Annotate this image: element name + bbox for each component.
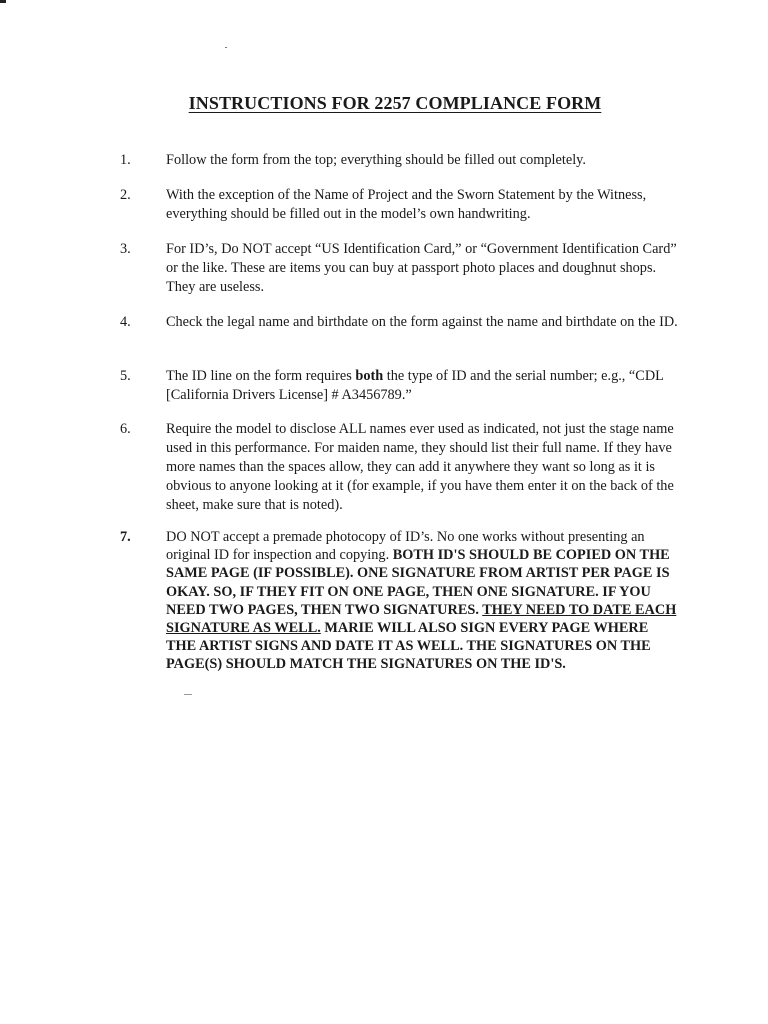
item-number: 6.: [120, 421, 131, 437]
item-number: 3.: [120, 241, 131, 257]
item-number: 4.: [120, 314, 131, 330]
item-text-underlined: THEY NEED TO DATE EACH SIGNATURE AS WELL.: [166, 601, 677, 637]
scan-speck: [225, 47, 227, 48]
document-title: INSTRUCTIONS FOR 2257 COMPLIANCE FORM: [188, 93, 602, 113]
item-text: [166, 367, 678, 405]
item-text-emphasis: both: [355, 368, 384, 384]
scan-speck: [184, 694, 192, 695]
item-number: 1.: [120, 152, 131, 168]
item-text-part: The ID line on the form requires: [166, 368, 356, 384]
item-text-emphasis: BOTH ID'S SHOULD BE COPIED ON THE SAME PAGE (IF POSSIBLE). ONE SIGNATURE FROM ARTIST PER PAGE IS OKAY. SO, IF THEY FIT ON ONE PAGE, THEN ONE SIGNATURE. IF YOU NEED TWO PAGES, THEN TWO SIGNATURES.: [166, 547, 670, 618]
item-number: 2.: [120, 187, 131, 203]
item-text: Follow the form from the top; everything should be filled out completely.: [166, 152, 586, 168]
item-text: For ID’s, Do NOT accept “US Identification Card,” or “Government Identification Card” or the like. These are items you can buy at passport photo places and doughnut shops. They are useless.: [166, 241, 677, 295]
item-text: Check the legal name and birthdate on the form against the name and birthdate on the ID.: [166, 314, 678, 330]
item-text-part: the type of ID and the serial number; e.g., “CDL [California Drivers License] # A3456789.”: [166, 368, 664, 403]
item-number: 7.: [120, 529, 131, 545]
item-text: Require the model to disclose ALL names ever used as indicated, not just the stage name used in this performance. For maiden name, they should list their full name. If they have more names than the spaces allow, they can add it anywhere they want so long as it is obvious to anyone looking at it (for example, if you have them enter it on the back of the sheet, make sure that is noted).: [166, 421, 674, 513]
item-text: With the exception of the Name of Project and the Sworn Statement by the Witness, everything should be filled out in the model’s own handwriting.: [166, 187, 647, 222]
item-text: [166, 528, 678, 674]
item-text-part: DO NOT accept a premade photocopy of ID’s. No one works without presenting an original ID for inspection and copying.: [166, 529, 645, 564]
scan-corner-mark: [0, 0, 6, 3]
item-text-emphasis: MARIE WILL ALSO SIGN EVERY PAGE WHERE THE ARTIST SIGNS AND DATE IT AS WELL. THE SIGNATURES ON THE PAGE(S) SHOULD MATCH THE SIGNATURES ON THE ID'S.: [166, 620, 651, 673]
item-number: 5.: [120, 368, 131, 384]
